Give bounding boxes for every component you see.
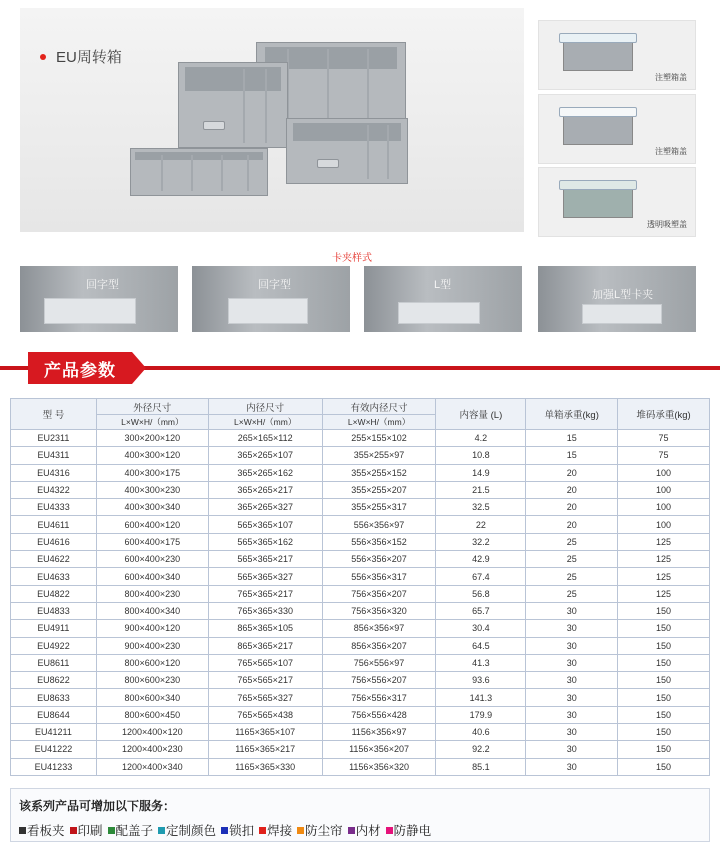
clip-photo-4: [538, 266, 696, 332]
cell-inner: 365×265×217: [208, 481, 322, 498]
cell-outer: 1200×400×230: [96, 741, 208, 758]
header-stack-load: 堆码承重(kg): [618, 399, 710, 430]
cell-single-load: 15: [526, 447, 618, 464]
cell-inner: 1165×365×107: [208, 724, 322, 741]
cell-single-load: 30: [526, 706, 618, 723]
cell-outer: 600×400×340: [96, 568, 208, 585]
cell-effective: 1156×356×207: [322, 741, 436, 758]
cell-model: EU2311: [11, 430, 97, 447]
service-item: 定制颜色: [158, 821, 216, 839]
clip-photo-1: [20, 266, 178, 332]
header-model: 型 号: [11, 399, 97, 430]
cell-effective: 756×356×207: [322, 585, 436, 602]
crate-long-low: [130, 148, 268, 196]
cell-volume: 85.1: [436, 758, 526, 775]
cell-volume: 41.3: [436, 654, 526, 671]
cell-volume: 4.2: [436, 430, 526, 447]
cell-single-load: 30: [526, 602, 618, 619]
table-row: [11, 481, 710, 498]
header-effective: 有效内径尺寸: [322, 399, 436, 415]
cell-volume: 21.5: [436, 481, 526, 498]
cell-stack-load: 150: [618, 672, 710, 689]
service-item: 焊接: [259, 821, 292, 839]
cell-effective: 556×356×317: [322, 568, 436, 585]
cell-single-load: 30: [526, 654, 618, 671]
cell-stack-load: 100: [618, 481, 710, 498]
cell-inner: 765×565×438: [208, 706, 322, 723]
cell-outer: 400×300×175: [96, 464, 208, 481]
cell-volume: 65.7: [436, 602, 526, 619]
cell-volume: 93.6: [436, 672, 526, 689]
square-bullet-icon: [297, 827, 304, 834]
clip-label: 加强L型卡夹: [592, 289, 654, 301]
cell-stack-load: 150: [618, 724, 710, 741]
cell-outer: 900×400×120: [96, 620, 208, 637]
square-bullet-icon: [259, 827, 266, 834]
cell-inner: 1165×365×217: [208, 741, 322, 758]
cell-stack-load: 150: [618, 620, 710, 637]
cell-stack-load: 125: [618, 551, 710, 568]
cell-inner: 365×265×107: [208, 447, 322, 464]
cell-outer: 600×400×230: [96, 551, 208, 568]
cell-stack-load: 100: [618, 464, 710, 481]
cell-single-load: 25: [526, 551, 618, 568]
cell-single-load: 25: [526, 568, 618, 585]
cell-model: EU8611: [11, 654, 97, 671]
cell-volume: 32.2: [436, 533, 526, 550]
cell-model: EU41233: [11, 758, 97, 775]
section-title: 产品参数: [28, 352, 132, 384]
cell-effective: 355×255×97: [322, 447, 436, 464]
cell-effective: 556×356×97: [322, 516, 436, 533]
cell-stack-load: 150: [618, 602, 710, 619]
cell-effective: 355×255×207: [322, 481, 436, 498]
cell-outer: 800×400×230: [96, 585, 208, 602]
cell-single-load: 20: [526, 516, 618, 533]
table-header-row: [11, 399, 710, 415]
table-row: [11, 741, 710, 758]
cell-inner: 365×265×162: [208, 464, 322, 481]
cell-model: EU4316: [11, 464, 97, 481]
cell-stack-load: 150: [618, 654, 710, 671]
service-item: 看板夹: [19, 821, 65, 839]
table-row: [11, 430, 710, 447]
header-effective-unit: L×W×H/（mm）: [322, 415, 436, 430]
header-outer-unit: L×W×H/（mm）: [96, 415, 208, 430]
table-row: [11, 620, 710, 637]
cell-stack-load: 125: [618, 533, 710, 550]
square-bullet-icon: [348, 827, 355, 834]
cell-effective: 856×356×97: [322, 620, 436, 637]
clip-label: 回字型: [258, 279, 291, 291]
cell-effective: 556×356×152: [322, 533, 436, 550]
cell-model: EU4633: [11, 568, 97, 585]
cell-model: EU4616: [11, 533, 97, 550]
cell-volume: 32.5: [436, 499, 526, 516]
cell-outer: 1200×400×120: [96, 724, 208, 741]
cell-outer: 1200×400×340: [96, 758, 208, 775]
square-bullet-icon: [158, 827, 165, 834]
cell-inner: 765×565×217: [208, 672, 322, 689]
cell-effective: 556×356×207: [322, 551, 436, 568]
table-row: [11, 464, 710, 481]
cell-stack-load: 75: [618, 447, 710, 464]
cell-inner: 365×265×327: [208, 499, 322, 516]
cell-stack-load: 150: [618, 637, 710, 654]
crate-small-front: [286, 118, 408, 184]
cell-effective: 255×155×102: [322, 430, 436, 447]
services-box: [10, 788, 710, 842]
cell-volume: 67.4: [436, 568, 526, 585]
square-bullet-icon: [70, 827, 77, 834]
lid-caption: 注塑箱盖: [655, 73, 687, 82]
cell-model: EU4611: [11, 516, 97, 533]
service-item: 锁扣: [221, 821, 254, 839]
cell-effective: 756×556×207: [322, 672, 436, 689]
cell-outer: 800×600×230: [96, 672, 208, 689]
cell-volume: 22: [436, 516, 526, 533]
cell-effective: 756×556×428: [322, 706, 436, 723]
cell-stack-load: 100: [618, 516, 710, 533]
service-item: 防静电: [386, 821, 432, 839]
cell-stack-load: 100: [618, 499, 710, 516]
cell-inner: 865×365×105: [208, 620, 322, 637]
cell-model: EU4822: [11, 585, 97, 602]
cell-single-load: 30: [526, 689, 618, 706]
cell-single-load: 20: [526, 499, 618, 516]
cell-effective: 756×356×320: [322, 602, 436, 619]
cell-volume: 64.5: [436, 637, 526, 654]
cell-volume: 42.9: [436, 551, 526, 568]
service-item: 防尘帘: [297, 821, 343, 839]
cell-inner: 1165×365×330: [208, 758, 322, 775]
cell-stack-load: 150: [618, 689, 710, 706]
bullet-dot-icon: [40, 54, 46, 60]
square-bullet-icon: [108, 827, 115, 834]
header-single-load: 单箱承重(kg): [526, 399, 618, 430]
cell-stack-load: 150: [618, 706, 710, 723]
table-row: [11, 447, 710, 464]
table-row: [11, 568, 710, 585]
cell-outer: 400×300×340: [96, 499, 208, 516]
cell-inner: 565×365×327: [208, 568, 322, 585]
cell-outer: 800×600×450: [96, 706, 208, 723]
table-row: [11, 551, 710, 568]
cell-volume: 30.4: [436, 620, 526, 637]
cell-model: EU4922: [11, 637, 97, 654]
cell-inner: 865×365×217: [208, 637, 322, 654]
clip-photo-3: [364, 266, 522, 332]
cell-single-load: 15: [526, 430, 618, 447]
cell-effective: 756×556×97: [322, 654, 436, 671]
cell-model: EU4622: [11, 551, 97, 568]
cell-volume: 14.9: [436, 464, 526, 481]
cell-stack-load: 150: [618, 758, 710, 775]
crate-medium: [178, 62, 288, 148]
cell-outer: 800×600×340: [96, 689, 208, 706]
table-row: [11, 654, 710, 671]
cell-volume: 141.3: [436, 689, 526, 706]
cell-volume: 40.6: [436, 724, 526, 741]
cell-single-load: 30: [526, 637, 618, 654]
cell-model: EU41222: [11, 741, 97, 758]
lid-photo-3: [538, 167, 696, 237]
cell-outer: 800×600×120: [96, 654, 208, 671]
cell-model: EU41211: [11, 724, 97, 741]
hero-title: [40, 46, 122, 67]
cell-inner: 765×365×330: [208, 602, 322, 619]
cell-single-load: 25: [526, 585, 618, 602]
cell-volume: 56.8: [436, 585, 526, 602]
lid-caption: 透明吸塑盖: [647, 220, 687, 229]
cell-stack-load: 125: [618, 585, 710, 602]
header-inner-unit: L×W×H/（mm）: [208, 415, 322, 430]
cell-stack-load: 125: [618, 568, 710, 585]
cell-effective: 355×255×317: [322, 499, 436, 516]
cell-model: EU8644: [11, 706, 97, 723]
cell-inner: 765×565×327: [208, 689, 322, 706]
square-bullet-icon: [221, 827, 228, 834]
header-outer: 外径尺寸: [96, 399, 208, 415]
cell-inner: 565×365×217: [208, 551, 322, 568]
cell-effective: 756×556×317: [322, 689, 436, 706]
table-row: [11, 672, 710, 689]
header-inner: 内径尺寸: [208, 399, 322, 415]
cell-outer: 600×400×120: [96, 516, 208, 533]
cell-model: EU8622: [11, 672, 97, 689]
product-hero-image: [20, 8, 524, 232]
cell-volume: 92.2: [436, 741, 526, 758]
clip-label: L型: [434, 279, 452, 291]
cell-outer: 400×300×120: [96, 447, 208, 464]
cell-stack-load: 150: [618, 741, 710, 758]
square-bullet-icon: [386, 827, 393, 834]
table-row: [11, 516, 710, 533]
cell-effective: 355×255×152: [322, 464, 436, 481]
cell-model: EU4311: [11, 447, 97, 464]
clip-label: 回字型: [86, 279, 119, 291]
cell-model: EU4833: [11, 602, 97, 619]
service-item: 印刷: [70, 821, 103, 839]
table-row: [11, 637, 710, 654]
table-row: [11, 602, 710, 619]
table-row: [11, 689, 710, 706]
services-heading: 该系列产品可增加以下服务：: [19, 799, 176, 813]
parameter-table: [10, 398, 710, 776]
table-row: [11, 706, 710, 723]
cell-inner: 565×365×162: [208, 533, 322, 550]
cell-model: EU4322: [11, 481, 97, 498]
cell-volume: 179.9: [436, 706, 526, 723]
cell-inner: 765×565×107: [208, 654, 322, 671]
service-item: 配盖子: [108, 821, 154, 839]
cell-outer: 800×400×340: [96, 602, 208, 619]
table-row: [11, 585, 710, 602]
cell-inner: 565×365×107: [208, 516, 322, 533]
cell-effective: 856×356×207: [322, 637, 436, 654]
cell-inner: 765×365×217: [208, 585, 322, 602]
section-header: [0, 346, 720, 390]
table-row: [11, 724, 710, 741]
table-row: [11, 533, 710, 550]
lid-photo-1: [538, 20, 696, 90]
lid-caption: 注塑箱盖: [655, 147, 687, 156]
cell-volume: 10.8: [436, 447, 526, 464]
cell-single-load: 30: [526, 620, 618, 637]
cell-model: EU8633: [11, 689, 97, 706]
cell-single-load: 30: [526, 672, 618, 689]
services-list: [19, 821, 436, 839]
cell-single-load: 20: [526, 481, 618, 498]
cell-single-load: 30: [526, 758, 618, 775]
hero-title-text: EU周转箱: [56, 49, 122, 66]
cell-single-load: 30: [526, 741, 618, 758]
cell-model: EU4333: [11, 499, 97, 516]
header-volume: 内容量 (L): [436, 399, 526, 430]
cell-single-load: 25: [526, 533, 618, 550]
clip-styles-title: 卡夹样式: [332, 253, 372, 264]
clip-photo-2: [192, 266, 350, 332]
cell-outer: 600×400×175: [96, 533, 208, 550]
table-row: [11, 499, 710, 516]
cell-effective: 1156×356×97: [322, 724, 436, 741]
cell-effective: 1156×356×320: [322, 758, 436, 775]
cell-single-load: 20: [526, 464, 618, 481]
cell-model: EU4911: [11, 620, 97, 637]
cell-single-load: 30: [526, 724, 618, 741]
cell-inner: 265×165×112: [208, 430, 322, 447]
table-row: [11, 758, 710, 775]
cell-outer: 900×400×230: [96, 637, 208, 654]
cell-outer: 300×200×120: [96, 430, 208, 447]
square-bullet-icon: [19, 827, 26, 834]
cell-outer: 400×300×230: [96, 481, 208, 498]
service-item: 内材: [348, 821, 381, 839]
lid-photo-2: [538, 94, 696, 164]
cell-stack-load: 75: [618, 430, 710, 447]
